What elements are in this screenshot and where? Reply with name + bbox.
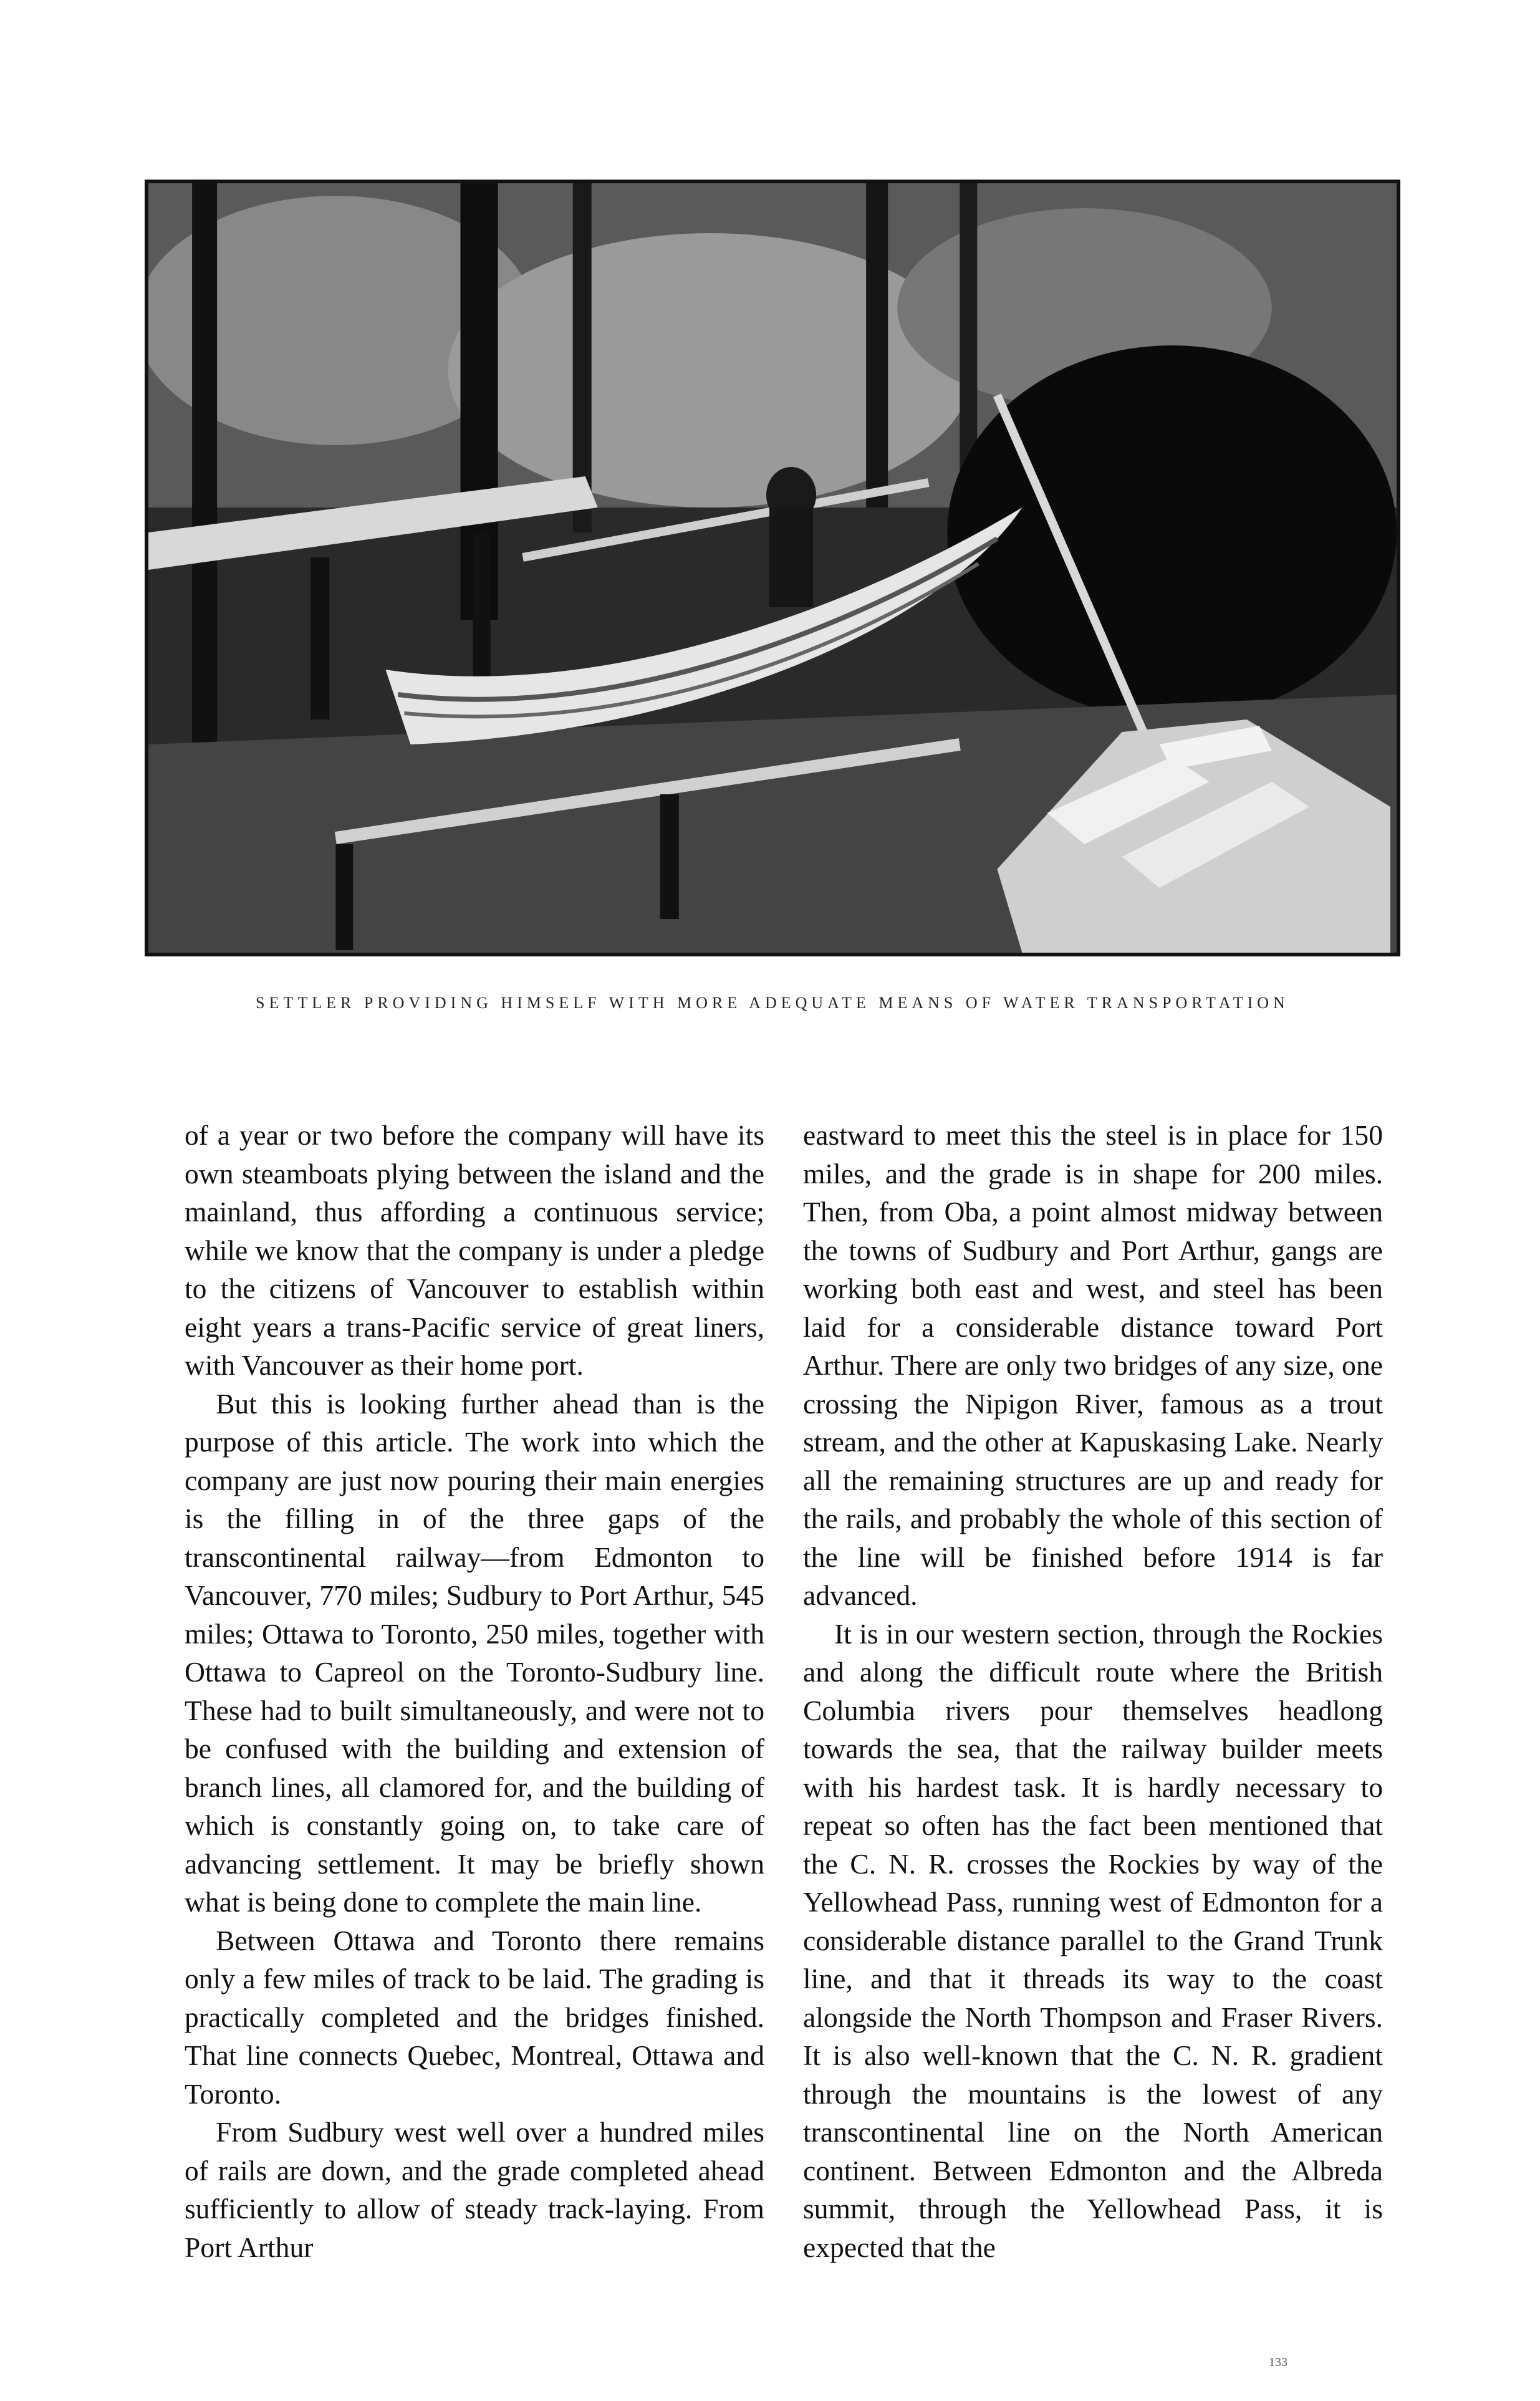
settler-boat-photo bbox=[145, 180, 1400, 956]
paragraph: Between Ottawa and Toronto there remains only a few miles of track to be laid. The grading is practically completed and the bridges finished. That line connects Quebec, Montreal, Ottawa and Toronto. bbox=[185, 1924, 764, 2110]
text-column-left bbox=[185, 1116, 764, 2266]
page-number: 133 bbox=[1269, 2355, 1287, 2369]
paragraph: From Sudbury west well over a hundred miles of rails are down, and the grade completed ahead sufficiently to allow of steady track-laying. From Port Arthur bbox=[185, 2116, 764, 2263]
paragraph: But this is looking further ahead than is the purpose of this article. The work into which the company are just now pouring their main energies is the filling in of the three gaps of the transcontinental railway—from Edmonton to Vancouver, 770 miles; Sudbury to Port Arthur, 545 miles; Ottawa to Toronto, 250 miles, together with Ottawa to Capreol on the Toronto-Sudbury line. These had to built simultaneously, and were not to be confused with the building and extension of branch lines, all clamored for, and the building of which is constantly going on, to take care of advancing settlement. It may be briefly shown what is being done to complete the main line. bbox=[185, 1387, 764, 1918]
paragraph: eastward to meet this the steel is in place for 150 miles, and the grade is in shape for 200 miles. Then, from Oba, a point almost midway between the towns of Sudbury and Port Arthur, gangs are working both east and west, and steel has been laid for a considerable distance toward Port Arthur. There are only two bridges of any size, one crossing the Nipigon River, famous as a trout stream, and the other at Kapuskasing Lake. Nearly all the remaining structures are up and ready for the rails, and probably the whole of this section of the line will be finished before 1914 is far advanced. bbox=[803, 1119, 1383, 1611]
paragraph: It is in our western section, through the Rockies and along the difficult route where the British Columbia rivers pour themselves headlong towards the sea, that the railway builder meets with his hardest task. It is hardly necessary to repeat so often has the fact been mentioned that the C. N. R. crosses the Rockies by way of the Yellowhead Pass, running west of Edmonton for a considerable distance parallel to the Grand Trunk line, and that it threads its way to the coast alongside the North Thompson and Fraser Rivers. It is also well-known that the C. N. R. gradient through the mountains is the lowest of any transcontinental line on the North American continent. Between Edmonton and the Albreda summit, through the Yellowhead Pass, it is expected that the bbox=[803, 1617, 1383, 2263]
text-column-right bbox=[803, 1116, 1383, 2266]
photo-caption: SETTLER PROVIDING HIMSELF WITH MORE ADEQUATE MEANS OF WATER TRANSPORTATION bbox=[256, 994, 1289, 1012]
paragraph: of a year or two before the company will have its own steamboats plying between the island and the mainland, thus affording a continuous service; while we know that the company is under a pledge to the citizens of Vancouver to establish within eight years a trans-Pacific service of great liners, with Vancouver as their home port. bbox=[185, 1119, 764, 1381]
